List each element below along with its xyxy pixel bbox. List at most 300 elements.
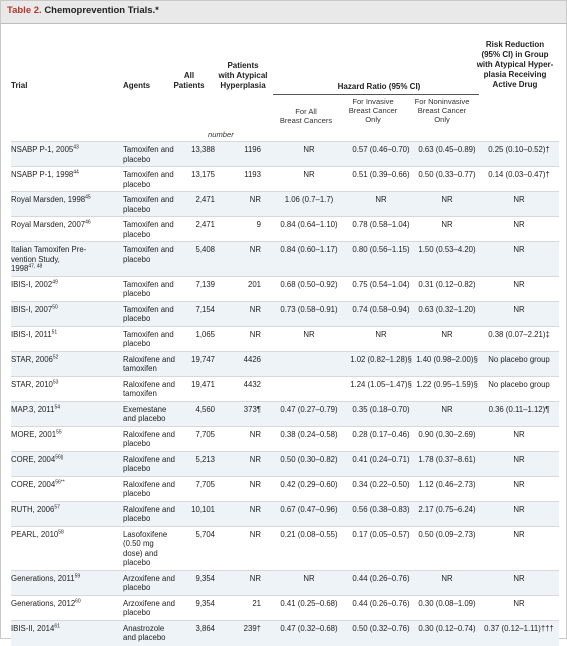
risk-reduction-cell: NR [513,220,525,229]
table-row [11,191,559,217]
risk-reduction-cell: 0.37 (0.12–1.11)††† [484,623,554,633]
agents-line: placebo [123,489,151,498]
table-row [11,326,559,352]
agents-line: placebo [123,229,151,239]
header-noninvasive-line: For Noninvasive [414,97,470,106]
atypical-cell: NR [249,245,261,254]
agents-cell [123,599,181,618]
header-all-patients [169,71,209,91]
agents-line: (0.50 mg [123,539,154,548]
risk-reduction-cell: NR [513,195,525,204]
hr-invasive-cell: 0.56 (0.38–0.83) [352,504,410,514]
table-row [11,276,559,302]
trial-cell [11,245,121,274]
atypical-cell: NR [249,195,261,204]
trial-line [11,480,121,490]
table-row [11,620,559,646]
trial-line [11,405,121,415]
all-patients-cell: 7,154 [195,304,215,314]
all-patients-cell: 3,864 [195,623,215,633]
risk-reduction-cell: NR [513,598,525,608]
hr-invasive-cell: 0.80 (0.56–1.15) [352,245,410,254]
atypical-cell: 4426 [243,354,261,364]
atypical-cell: 9 [256,220,261,229]
header-invasive-line: Only [365,115,381,124]
trial-cell [11,480,121,490]
trial-text: NSABP P-1, 1998 [11,170,74,179]
trial-cell [11,624,121,634]
trial-text: vention Study, [11,254,60,264]
trial-line [11,599,121,609]
trial-cell [11,305,121,315]
trial-cell [11,505,121,515]
hr-invasive-cell: 1.02 (0.82–1.28)§ [350,354,412,364]
trial-text: MAP.3, 2011 [11,404,55,414]
trial-text: STAR, 2010 [11,379,53,389]
table-row [11,595,559,621]
hr-invasive-cell: NR [375,329,387,339]
hr-all-cell: 1.06 (0.7–1.7) [284,195,334,204]
trial-line [11,505,121,515]
atypical-cell: 1196 [244,145,261,154]
header-agents: Agents [123,81,151,90]
reference-number: 45 [85,194,91,201]
risk-reduction-cell: NR [513,479,525,489]
hr-invasive-cell: 0.35 (0.18–0.70) [352,404,410,414]
trial-line [11,245,121,255]
all-patients-cell: 19,471 [191,379,215,389]
reference-number: 56∥ [55,453,64,460]
reference-number: 47, 48 [28,263,43,270]
agents-line: placebo [123,314,151,323]
agents-line: placebo [123,204,151,214]
hr-all-cell: 0.68 (0.50–0.92) [280,279,338,289]
agents-cell [123,530,181,568]
trial-text: Generations, 2012 [11,598,76,608]
agents-line: and placebo [123,633,166,642]
trial-text: Generations, 2011 [11,573,75,583]
all-patients-cell: 13,388 [191,145,215,154]
table-row [11,526,559,571]
header-risk-reduction-line: Active Drug [492,80,538,89]
trial-line [11,330,121,340]
agents-line: placebo [123,339,151,348]
agents-cell [123,455,181,474]
hr-noninvasive-cell: 0.30 (0.08–1.09) [418,598,476,608]
table-row [11,351,559,377]
atypical-cell: NR [249,504,261,514]
trial-cell [11,455,121,465]
risk-reduction-cell: 0.38 (0.07–2.21)‡ [488,329,550,339]
reference-number: 52 [52,353,59,360]
agents-cell [123,245,181,264]
hr-noninvasive-cell: 0.31 (0.12–0.82) [418,279,476,289]
agents-cell [123,330,181,349]
agents-cell [123,624,181,643]
agents-line: placebo [123,558,151,567]
agents-line: placebo [123,154,151,164]
trial-cell [11,430,121,440]
trial-line [11,305,121,315]
table-row [11,166,559,192]
hr-invasive-cell: 0.44 (0.26–0.76) [352,598,410,608]
agents-line: Tamoxifen and [123,220,174,229]
risk-reduction-cell: 0.36 (0.11–1.12)¶ [488,404,550,414]
agents-cell [123,280,181,299]
trial-line [11,355,121,365]
agents-line: Raloxifene and [123,354,176,364]
risk-reduction-cell: NR [513,504,525,514]
atypical-cell: 4432 [243,379,261,389]
hr-noninvasive-cell: 1.12 (0.46–2.73) [418,479,476,489]
table-row [11,376,559,402]
all-patients-cell: 7,139 [195,279,215,289]
agents-line: Raloxifene and [123,479,176,489]
hr-all-cell: 0.41 (0.25–0.68) [280,598,338,608]
reference-number: 50 [52,303,58,310]
agents-line: placebo [123,179,151,189]
hr-noninvasive-cell: 0.50 (0.09–2.73) [418,529,476,539]
hr-invasive-cell: 0.51 (0.39–0.66) [352,170,410,179]
hr-all-cell: 0.50 (0.30–0.82) [280,454,338,464]
agents-line: placebo [123,514,151,523]
all-patients-cell: 9,354 [195,573,215,583]
all-patients-cell: 19,747 [191,354,215,364]
agents-line: Tamoxifen and [123,170,174,179]
trial-cell [11,220,121,230]
agents-line: Tamoxifen and [123,304,174,314]
hr-invasive-cell: 0.41 (0.24–0.71) [352,454,410,464]
table-row [11,401,559,427]
table-title [7,5,159,16]
atypical-cell: 1193 [244,170,261,179]
hr-all-cell: 0.47 (0.32–0.68) [280,623,338,633]
agents-line: Tamoxifen and [123,145,174,154]
hr-invasive-cell: 0.75 (0.54–1.04) [352,279,410,289]
atypical-cell: NR [249,479,261,489]
hr-noninvasive-cell: NR [441,404,453,414]
agents-line: placebo [123,289,151,298]
hr-noninvasive-cell: 0.30 (0.12–0.74) [418,623,476,633]
agents-line: placebo [123,608,151,617]
all-patients-cell: 2,471 [195,195,215,204]
agents-cell [123,574,181,593]
trial-text: CORE, 2004 [11,454,56,464]
agents-cell [123,480,181,499]
header-all-patients-line: Patients [173,81,205,90]
trial-line [11,264,121,274]
trial-text: Royal Marsden, 2007 [11,220,86,229]
risk-reduction-cell: NR [513,304,525,314]
hr-noninvasive-cell: NR [441,329,453,339]
all-patients-cell: 7,705 [195,429,215,439]
trial-cell [11,145,121,155]
hr-noninvasive-cell: 0.90 (0.30–2.69) [418,429,476,439]
agents-line: Lasofoxifene [123,529,168,539]
agents-line: Raloxifene and [123,429,176,439]
trial-text: 1998 [11,264,29,273]
risk-reduction-cell: NR [513,454,525,464]
risk-reduction-cell: No placebo group [488,379,550,389]
hr-invasive-cell: 0.50 (0.32–0.76) [352,623,410,633]
table-caption: Chemoprevention Trials.* [44,5,159,16]
table-row [11,451,559,477]
agents-line: Raloxifene and [123,454,176,464]
atypical-cell: NR [249,454,261,464]
hr-all-cell: 0.42 (0.29–0.60) [280,479,338,489]
trial-cell [11,195,121,205]
hr-noninvasive-cell: 2.17 (0.75–6.24) [418,504,476,514]
hr-invasive-cell: 0.34 (0.22–0.50) [352,479,410,489]
agents-line: Anastrozole [123,623,165,633]
agents-cell [123,430,181,449]
hr-invasive-cell: NR [375,195,387,204]
agents-cell [123,405,181,424]
all-patients-cell: 4,560 [195,404,215,414]
atypical-cell: NR [249,573,261,583]
atypical-cell: NR [249,529,261,539]
trial-line [11,380,121,390]
unit-label: number [208,130,234,139]
hr-invasive-cell: 0.28 (0.17–0.46) [352,429,410,439]
atypical-cell: NR [249,304,261,314]
trial-cell [11,330,121,340]
agents-cell [123,195,181,214]
atypical-cell: 201 [247,279,261,289]
hazard-ratio-rule [273,94,479,95]
all-patients-cell: 13,175 [191,170,215,179]
hr-all-cell: NR [303,329,315,339]
hr-invasive-cell: 0.78 (0.58–1.04) [352,220,410,229]
reference-number: 53 [52,378,59,385]
risk-reduction-cell: No placebo group [488,354,550,364]
risk-reduction-cell: NR [513,429,525,439]
agents-line: placebo [123,439,151,448]
trial-text: PEARL, 2010 [11,529,59,539]
hr-noninvasive-cell: 1.40 (0.98–2.00)§ [416,354,478,364]
hr-invasive-cell: 0.17 (0.05–0.57) [352,529,410,539]
all-patients-cell: 1,065 [195,329,215,339]
header-atypical [211,61,275,91]
trial-text: Italian Tamoxifen Pre- [11,245,87,254]
hr-noninvasive-cell: 1.50 (0.53–4.20) [418,245,476,254]
hr-invasive-cell: 0.44 (0.26–0.76) [352,573,410,583]
agents-line: Raloxifene and [123,379,176,389]
agents-line: placebo [123,254,151,264]
hr-noninvasive-cell: 0.50 (0.33–0.77) [418,170,476,179]
agents-cell [123,170,181,189]
reference-number: 49 [52,278,58,285]
risk-reduction-cell: NR [513,529,525,539]
header-all-breast-cancers [275,107,337,125]
all-patients-cell: 5,704 [195,529,215,539]
trial-cell [11,355,121,365]
reference-number: 59 [74,572,81,579]
trial-cell [11,170,121,180]
header-invasive [340,97,406,124]
atypical-cell: 21 [252,598,261,608]
agents-line: Raloxifene and [123,504,176,514]
hr-all-cell: 0.21 (0.08–0.55) [280,529,338,539]
hr-noninvasive-cell: 1.22 (0.95–1.59)§ [416,379,478,389]
hr-noninvasive-cell: NR [441,195,453,204]
atypical-cell: NR [249,329,261,339]
reference-number: 54 [54,403,61,410]
table-row [11,570,559,596]
hr-noninvasive-cell: 1.78 (0.37–8.61) [418,454,476,464]
trial-line [11,624,121,634]
trial-line [11,530,121,540]
agents-line: placebo [123,583,151,592]
risk-reduction-cell: NR [513,245,525,254]
risk-reduction-cell: NR [513,573,525,583]
hr-all-cell: 0.38 (0.24–0.58) [280,429,338,439]
agents-line: tamoxifen [123,364,157,373]
trial-line [11,170,121,180]
hr-noninvasive-cell: NR [441,220,453,229]
header-invasive-line: Breast Cancer [348,106,398,115]
agents-line: Tamoxifen and [123,329,174,339]
header-noninvasive [408,97,476,124]
trial-cell [11,599,121,609]
atypical-cell: 373¶ [243,404,261,414]
all-patients-cell: 9,354 [195,598,215,608]
reference-number: 61 [54,622,60,629]
trial-text: Royal Marsden, 1998 [11,195,86,204]
atypical-cell: NR [249,429,261,439]
risk-reduction-cell: NR [513,279,525,289]
reference-number: 58 [58,528,64,535]
header-risk-reduction-line: Risk Reduction [485,40,545,49]
hr-invasive-cell: 0.74 (0.58–0.94) [352,304,410,314]
table-row [11,476,559,502]
table-label: Table 2. [7,5,42,16]
risk-reduction-cell: 0.25 (0.10–0.52)† [488,145,550,154]
agents-cell [123,505,181,524]
reference-number: 56** [55,478,65,485]
table-row [11,216,559,242]
trial-cell [11,405,121,415]
trial-text: IBIS-II, 2014 [11,623,55,633]
agents-cell [123,305,181,324]
hr-noninvasive-cell: 0.63 (0.32–1.20) [418,304,476,314]
trial-text: STAR, 2006 [11,354,53,364]
agents-line: and placebo [123,414,166,423]
hr-noninvasive-cell: 0.63 (0.45–0.89) [418,145,476,154]
all-patients-cell: 7,705 [195,479,215,489]
trial-text: MORE, 2001 [11,429,57,439]
hr-all-cell: 0.47 (0.27–0.79) [280,404,338,414]
hr-all-cell: NR [303,170,315,179]
trial-cell [11,574,121,584]
reference-number: 60 [75,597,81,604]
table-row [11,426,559,452]
agents-line: tamoxifen [123,389,157,398]
trial-text: CORE, 2004 [11,479,56,489]
agents-line: Tamoxifen and [123,195,174,204]
header-invasive-line: For Invasive [352,97,394,106]
header-trial: Trial [11,81,28,90]
agents-cell [123,220,181,239]
hr-invasive-cell: 0.57 (0.46–0.70) [352,145,410,154]
all-patients-cell: 10,101 [191,504,215,514]
trial-line [11,455,121,465]
reference-number: 55 [56,428,62,435]
agents-line: Tamoxifen and [123,279,174,289]
hr-all-cell: NR [303,145,315,154]
risk-reduction-cell: 0.14 (0.03–0.47)† [488,170,550,179]
trial-cell [11,530,121,540]
reference-number: 46 [85,219,91,226]
header-atypical-line: with Atypical [218,71,268,80]
header-noninvasive-line: Breast Cancer [417,106,467,115]
trial-cell [11,280,121,290]
trial-cell [11,380,121,390]
trial-line [11,574,121,584]
table-row [11,141,559,167]
header-all-bc-line: For All [295,107,317,116]
trial-text: IBIS-I, 2002 [11,279,53,289]
hr-all-cell: 0.67 (0.47–0.96) [280,504,338,514]
trial-text: IBIS-I, 2007 [11,304,53,314]
hr-all-cell: 0.84 (0.64–1.10) [280,220,338,229]
agents-line: placebo [123,464,151,473]
trial-line [11,195,121,205]
table-title-bar [1,1,566,24]
header-all-patients-line: All [183,71,195,80]
header-hazard-ratio: Hazard Ratio (95% CI) [337,82,421,91]
header-atypical-line: Patients [227,61,259,70]
all-patients-cell: 5,408 [195,245,215,254]
agents-line: Tamoxifen and [123,245,174,254]
reference-number: 43 [73,144,79,151]
agents-line: Arzoxifene and [123,573,176,583]
hr-invasive-cell: 1.24 (1.05–1.47)§ [350,379,412,389]
trial-line [11,145,121,155]
header-risk-reduction-line: (95% CI) in Group [481,50,549,59]
header-risk-reduction-line: plasia Receiving [483,70,547,79]
trial-text: IBIS-I, 2011 [11,329,52,339]
hr-noninvasive-cell: NR [441,573,453,583]
hr-all-cell: 0.73 (0.58–0.91) [280,304,338,314]
trial-line [11,220,121,230]
hr-all-cell: 0.84 (0.60–1.17) [280,245,338,254]
table-row [11,241,559,277]
agents-cell [123,145,181,164]
agents-line: Exemestane [123,404,167,414]
agents-line: Arzoxifene and [123,598,176,608]
trial-text: RUTH, 2006 [11,504,55,514]
trial-text: NSABP P-1, 2005 [11,145,74,154]
reference-number: 57 [54,503,60,510]
hr-all-cell: NR [303,573,315,583]
atypical-cell: 239† [243,623,261,633]
header-risk-reduction [473,40,557,90]
agents-cell [123,355,181,374]
reference-number: 44 [73,169,79,176]
reference-number: 51 [51,328,58,335]
header-atypical-line: Hyperplasia [220,81,266,90]
trial-line [11,280,121,290]
agents-cell [123,380,181,399]
all-patients-cell: 2,471 [195,220,215,229]
all-patients-cell: 5,213 [195,454,215,464]
header-risk-reduction-line: with Atypical Hyper- [476,60,554,69]
header-all-bc-line: Breast Cancers [279,116,333,125]
header-noninvasive-line: Only [434,115,450,124]
table-row [11,501,559,527]
table-row [11,301,559,327]
